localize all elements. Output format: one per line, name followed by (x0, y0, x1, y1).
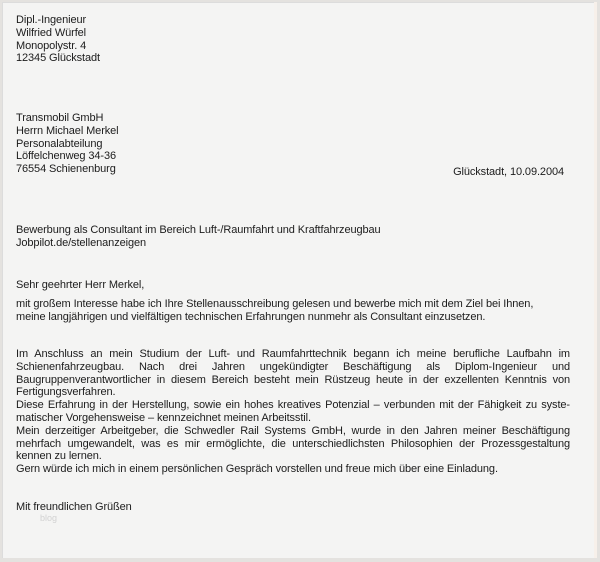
paragraph-intro (16, 298, 533, 324)
salutation: Sehr geehrter Herr Merkel, (16, 279, 145, 291)
sender-line: Monopolystr. 4 (16, 39, 87, 52)
closing: Mit freundlichen Grüßen (16, 501, 132, 513)
recipient-line: 76554 Schienenburg (16, 163, 116, 176)
sender-address (16, 14, 100, 65)
paragraph-line: Fertigungsverfahren. (16, 386, 116, 399)
sender-line: Dipl.-Ingenieur (16, 14, 87, 26)
watermark-text: blog (40, 513, 58, 523)
date-line: Glückstadt, 10.09.2004 (453, 166, 564, 178)
paragraph-line: mehrfach umgewandelt, was es mir ermöglichte, die unterschiedlichsten Philosophien der Prozessgestaltung (16, 437, 570, 450)
subject-line (16, 224, 381, 250)
subject-title: Bewerbung als Consultant im Bereich Luft-/Raumfahrt und Kraftfahrzeugbau (16, 224, 381, 236)
paragraph-line: Mein derzeitiger Arbeitgeber, die Schwedler Rail Systems GmbH, wurde in den Jahren meiner Beschäftigung (16, 424, 570, 437)
recipient-line: Herrn Michael Merkel (16, 124, 119, 137)
letter-page (2, 2, 597, 558)
paragraph-line: Gern würde ich mich in einem persönlichen Gespräch vorstellen und freue mich über eine Einladung. (16, 463, 498, 476)
recipient-line: Personalabteilung (16, 137, 103, 150)
paragraph-line: Schienenfahrzeugbau. Nach drei Jahren ungekündigter Beschäftigung als Diplom-Ingenieur und (16, 360, 570, 373)
paragraph-line: Baugruppenverantwortlicher in diesem Bereich besteht mein Rüstzeug heute in der exzellenten Kenntnis von (16, 373, 570, 386)
paragraph-line: matischer Vorgehensweise – kennzeichnet meinen Arbeitsstil. (16, 411, 311, 424)
paragraph-line: Im Anschluss an mein Studium der Luft- und Raumfahrttechnik begann ich meine berufliche Laufbahn im (16, 348, 570, 360)
sender-line: 12345 Glückstadt (16, 52, 101, 65)
subject-reference: Jobpilot.de/stellenanzeigen (16, 236, 147, 249)
paragraph-line: mit großem Interesse habe ich Ihre Stellenausschreibung gelesen und bewerbe mich mit dem Ziel bei Ihnen, (16, 298, 534, 310)
paragraph-line: kennen zu lernen. (16, 450, 102, 463)
sender-line: Wilfried Würfel (16, 26, 87, 39)
recipient-line: Transmobil GmbH (16, 112, 104, 124)
recipient-address (16, 112, 119, 176)
paragraph-line: Diese Erfahrung in der Herstellung, sowie ein hohes kreatives Potenzial – verbunden mit der Fähigkeit zu syste- (16, 399, 570, 412)
paragraph-body (16, 348, 570, 476)
paragraph-line: meine langjährigen und vielfältigen technischen Erfahrungen nunmehr als Consultant einzusetzen. (16, 310, 486, 323)
recipient-line: Löffelchenweg 34-36 (16, 150, 117, 163)
